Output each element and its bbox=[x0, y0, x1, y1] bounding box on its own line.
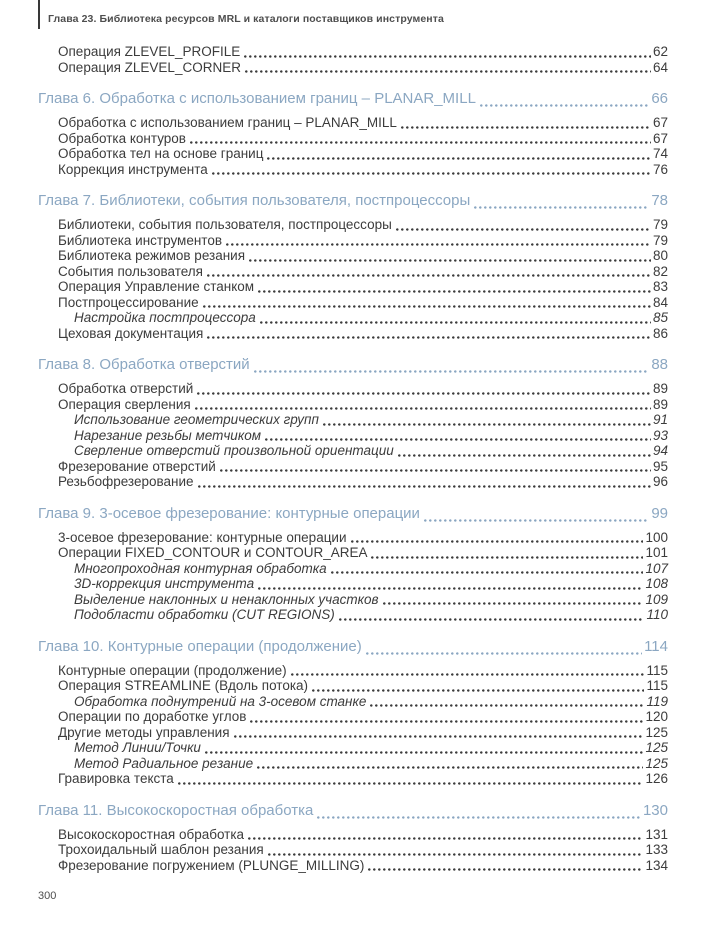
toc-chapter-heading bbox=[38, 637, 668, 657]
toc-entry-label: Обработка поднутрений на 3-осевом станке bbox=[74, 693, 367, 709]
toc-entry-page-number: 115 bbox=[646, 662, 668, 678]
dotted-leader bbox=[371, 556, 643, 559]
page-number-footer: 300 bbox=[38, 890, 57, 902]
toc-entry-page-number: 130 bbox=[642, 801, 668, 819]
table-of-contents bbox=[38, 44, 668, 873]
toc-entry-page-number: 94 bbox=[652, 443, 668, 458]
toc-entry bbox=[74, 756, 668, 772]
toc-chapter-heading bbox=[38, 191, 668, 211]
toc-entry-page-number: 120 bbox=[645, 709, 668, 724]
toc-entry-page-number: 115 bbox=[646, 678, 668, 693]
dotted-leader bbox=[226, 243, 651, 246]
toc-entry-page-number: 66 bbox=[651, 90, 668, 107]
toc-chapter-heading bbox=[38, 801, 668, 821]
toc-entry-label: Обработка с использованием границ – PLANAR_MILL bbox=[58, 115, 397, 130]
dotted-leader bbox=[323, 423, 651, 426]
dotted-leader bbox=[207, 274, 651, 277]
toc-entry bbox=[74, 694, 668, 710]
toc-entry-label: Операция Управление станком bbox=[58, 279, 255, 294]
dotted-leader bbox=[195, 407, 651, 410]
toc-entry-page-number: 126 bbox=[645, 771, 668, 786]
toc-entry-label: Цеховая документация bbox=[58, 325, 204, 341]
toc-entry-page-number: 134 bbox=[645, 857, 668, 873]
dotted-leader bbox=[267, 157, 651, 160]
toc-entry-page-number: 108 bbox=[645, 576, 668, 591]
toc-entry-label: Операция ZLEVEL_PROFILE bbox=[58, 44, 241, 59]
continued-entries-section bbox=[38, 44, 668, 75]
toc-entry bbox=[58, 545, 668, 561]
toc-entry-label: Глава 7. Библиотеки, события пользователя, постпроцессоры bbox=[38, 192, 471, 209]
toc-entry-page-number: 85 bbox=[652, 310, 668, 325]
toc-entry-label: Операция сверления bbox=[58, 396, 191, 412]
toc-entry bbox=[74, 576, 668, 592]
toc-entry-label: Высокоскоростная обработка bbox=[58, 826, 245, 842]
dotted-leader bbox=[480, 104, 649, 107]
toc-chapter-heading bbox=[38, 355, 668, 375]
toc-entry-label: Библиотеки, события пользователя, постпроцессоры bbox=[58, 217, 392, 232]
toc-entry-label: Многопроходная контурная обработка bbox=[74, 560, 327, 576]
toc-entry-label: Метод Линии/Точки bbox=[74, 740, 201, 755]
toc-entry-label: Глава 9. 3-осевое фрезерование: контурные операции bbox=[38, 504, 420, 522]
toc-entry-page-number: 96 bbox=[652, 474, 668, 489]
toc-entry bbox=[58, 381, 668, 397]
dotted-leader bbox=[401, 126, 651, 129]
toc-entry-label: Нарезание резьбы метчиком bbox=[74, 427, 261, 443]
toc-entry-page-number: 99 bbox=[651, 504, 668, 522]
dotted-leader bbox=[351, 540, 644, 543]
toc-entry-page-number: 89 bbox=[652, 381, 668, 396]
running-header bbox=[38, 0, 444, 29]
toc-entry-page-number: 125 bbox=[645, 740, 668, 755]
dotted-leader bbox=[396, 228, 651, 231]
dotted-leader bbox=[265, 438, 651, 441]
dotted-leader bbox=[366, 652, 642, 655]
toc-entry bbox=[58, 530, 668, 546]
toc-entry bbox=[58, 233, 668, 249]
toc-entry-label: Операция STREAMLINE (Вдоль потока) bbox=[58, 678, 309, 693]
toc-entry-page-number: 67 bbox=[652, 130, 668, 146]
toc-entry-label: Библиотека инструментов bbox=[58, 232, 222, 248]
toc-entry bbox=[58, 44, 668, 60]
toc-entry bbox=[58, 663, 668, 679]
toc-entry-page-number: 131 bbox=[645, 826, 668, 842]
toc-entry-page-number: 76 bbox=[652, 161, 668, 177]
toc-entry bbox=[58, 725, 668, 741]
chapter-section bbox=[38, 801, 668, 874]
toc-entry-page-number: 78 bbox=[651, 192, 668, 209]
dotted-leader bbox=[249, 259, 651, 262]
toc-entry-page-number: 109 bbox=[645, 591, 668, 607]
toc-entry bbox=[58, 131, 668, 147]
chapter-section bbox=[38, 504, 668, 623]
toc-entry-page-number: 125 bbox=[645, 755, 668, 771]
toc-entry-label: Фрезерование погружением (PLUNGE_MILLING) bbox=[58, 857, 365, 873]
dotted-leader bbox=[205, 751, 644, 754]
toc-entry-label: Коррекция инструмента bbox=[58, 161, 208, 177]
toc-entry-label: Обработка тел на основе границ bbox=[58, 146, 264, 161]
toc-entry-page-number: 79 bbox=[652, 217, 668, 232]
toc-entry bbox=[58, 771, 668, 787]
toc-entry-page-number: 114 bbox=[644, 637, 668, 655]
toc-entry-label: События пользователя bbox=[58, 263, 203, 279]
toc-entry-label: Глава 8. Обработка отверстий bbox=[38, 356, 250, 373]
toc-entry-page-number: 133 bbox=[645, 842, 668, 857]
toc-entry bbox=[58, 279, 668, 295]
dotted-leader bbox=[220, 469, 651, 472]
toc-entry bbox=[58, 326, 668, 342]
toc-entry-page-number: 95 bbox=[652, 458, 668, 474]
toc-entry bbox=[58, 858, 668, 874]
toc-entry-page-number: 83 bbox=[652, 279, 668, 294]
toc-entry-page-number: 62 bbox=[652, 44, 668, 59]
chapter-section bbox=[38, 191, 668, 341]
toc-entry-label: Глава 11. Высокоскоростная обработка bbox=[38, 801, 314, 819]
toc-entry bbox=[58, 162, 668, 178]
dotted-leader bbox=[212, 172, 651, 175]
toc-entry-page-number: 89 bbox=[652, 396, 668, 412]
toc-entry-label: Трохоидальный шаблон резания bbox=[58, 842, 264, 857]
toc-entry-label: Использование геометрических групп bbox=[74, 412, 319, 427]
toc-entry-label: Операции FIXED_CONTOUR и CONTOUR_AREA bbox=[58, 545, 368, 560]
toc-entry-label: Фрезерование отверстий bbox=[58, 458, 216, 474]
toc-entry-label: Контурные операции (продолжение) bbox=[58, 662, 287, 678]
dotted-leader bbox=[331, 571, 644, 574]
toc-entry-label: 3-осевое фрезерование: контурные операции bbox=[58, 529, 347, 545]
toc-entry-label: Глава 10. Контурные операции (продолжение) bbox=[38, 637, 362, 655]
dotted-leader bbox=[190, 141, 651, 144]
toc-entry-page-number: 86 bbox=[652, 325, 668, 341]
toc-entry bbox=[58, 827, 668, 843]
toc-entry bbox=[74, 561, 668, 577]
dotted-leader bbox=[197, 392, 651, 395]
toc-entry-label: Настройка постпроцессора bbox=[74, 310, 256, 325]
dotted-leader bbox=[398, 454, 651, 457]
toc-entry bbox=[58, 842, 668, 858]
toc-entry-page-number: 91 bbox=[652, 412, 668, 427]
dotted-leader bbox=[203, 305, 651, 308]
toc-entry-page-number: 110 bbox=[646, 607, 668, 622]
dotted-leader bbox=[424, 519, 649, 522]
toc-entry bbox=[74, 740, 668, 756]
dotted-leader bbox=[254, 370, 650, 373]
toc-entry-page-number: 80 bbox=[652, 248, 668, 263]
toc-entry-label: Резьбофрезерование bbox=[58, 474, 194, 489]
toc-entry-page-number: 79 bbox=[652, 232, 668, 248]
toc-entry-page-number: 64 bbox=[652, 59, 668, 75]
toc-entry-page-number: 82 bbox=[652, 263, 668, 279]
dotted-leader bbox=[383, 602, 644, 605]
toc-entry bbox=[58, 60, 668, 76]
dotted-leader bbox=[250, 720, 643, 723]
dotted-leader bbox=[207, 336, 651, 339]
toc-entry-label: Обработка контуров bbox=[58, 130, 186, 146]
dotted-leader bbox=[291, 673, 645, 676]
toc-entry bbox=[58, 459, 668, 475]
dotted-leader bbox=[178, 782, 644, 785]
toc-entry-page-number: 125 bbox=[645, 724, 668, 740]
toc-entry-page-number: 100 bbox=[645, 529, 668, 545]
toc-entry-label: Постпроцессирование bbox=[58, 294, 199, 310]
dotted-leader bbox=[317, 816, 641, 819]
toc-entry bbox=[58, 709, 668, 725]
toc-entry-label: Гравировка текста bbox=[58, 771, 174, 786]
toc-entry bbox=[58, 115, 668, 131]
toc-entry bbox=[74, 428, 668, 444]
toc-entry-label: Выделение наклонных и ненаклонных участков bbox=[74, 591, 379, 607]
toc-entry bbox=[58, 397, 668, 413]
chapter-section bbox=[38, 89, 668, 177]
toc-entry bbox=[74, 310, 668, 326]
toc-entry-page-number: 107 bbox=[645, 560, 668, 576]
toc-entry bbox=[58, 474, 668, 490]
toc-chapter-heading bbox=[38, 89, 668, 109]
dotted-leader bbox=[368, 868, 643, 871]
toc-entry-label: Библиотека режимов резания bbox=[58, 248, 246, 263]
toc-entry-label: Операция ZLEVEL_CORNER bbox=[58, 59, 241, 75]
dotted-leader bbox=[474, 206, 649, 209]
toc-entry bbox=[74, 443, 668, 459]
dotted-leader bbox=[339, 618, 645, 621]
dotted-leader bbox=[312, 689, 644, 692]
toc-entry bbox=[74, 412, 668, 428]
dotted-leader bbox=[370, 704, 644, 707]
toc-entry-page-number: 88 bbox=[651, 356, 668, 373]
toc-chapter-heading bbox=[38, 504, 668, 524]
toc-entry-label: Операции по доработке углов bbox=[58, 709, 247, 724]
toc-entry-page-number: 74 bbox=[652, 146, 668, 161]
dotted-leader bbox=[258, 587, 643, 590]
toc-entry-page-number: 93 bbox=[652, 427, 668, 443]
toc-entry-page-number: 67 bbox=[652, 115, 668, 130]
toc-entry bbox=[58, 248, 668, 264]
dotted-leader bbox=[268, 853, 644, 856]
toc-entry-page-number: 119 bbox=[646, 693, 668, 709]
toc-entry bbox=[74, 592, 668, 608]
toc-entry-label: Другие методы управления bbox=[58, 724, 230, 740]
dotted-leader bbox=[244, 55, 651, 58]
toc-entry-page-number: 101 bbox=[645, 545, 668, 560]
toc-entry bbox=[58, 678, 668, 694]
dotted-leader bbox=[198, 485, 651, 488]
toc-entry bbox=[58, 264, 668, 280]
toc-entry-label: Глава 6. Обработка с использованием границ – PLANAR_MILL bbox=[38, 90, 476, 107]
toc-entry bbox=[58, 146, 668, 162]
chapter-section bbox=[38, 355, 668, 490]
dotted-leader bbox=[257, 766, 643, 769]
toc-entry bbox=[58, 217, 668, 233]
toc-entry-label: Обработка отверстий bbox=[58, 381, 194, 396]
running-header-text: Глава 23. Библиотека ресурсов MRL и каталоги поставщиков инструмента bbox=[48, 13, 444, 25]
dotted-leader bbox=[245, 70, 651, 73]
chapter-section bbox=[38, 637, 668, 787]
dotted-leader bbox=[234, 735, 644, 738]
dotted-leader bbox=[248, 837, 643, 840]
toc-entry bbox=[74, 607, 668, 623]
toc-entry bbox=[58, 295, 668, 311]
toc-entry-page-number: 84 bbox=[652, 294, 668, 310]
toc-entry-label: Подобласти обработки (CUT REGIONS) bbox=[74, 607, 335, 622]
toc-entry-label: 3D-коррекция инструмента bbox=[74, 576, 255, 591]
toc-entry-label: Сверление отверстий произвольной ориентации bbox=[74, 443, 394, 458]
dotted-leader bbox=[260, 321, 651, 324]
toc-entry-label: Метод Радиальное резание bbox=[74, 755, 254, 771]
dotted-leader bbox=[258, 290, 651, 293]
